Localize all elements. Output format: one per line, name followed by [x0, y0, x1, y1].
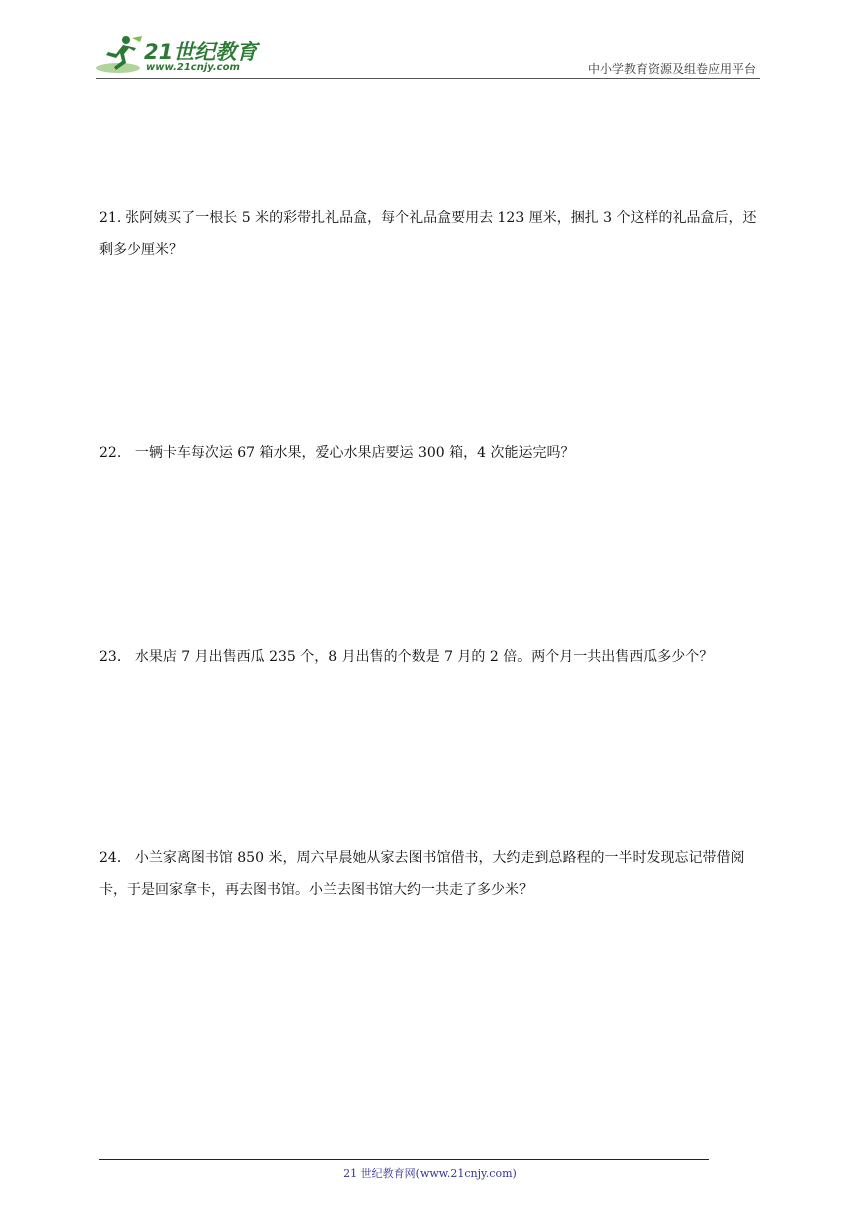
- site-logo[interactable]: [96, 34, 256, 76]
- logo-url: www.21cnjy.com: [146, 62, 240, 73]
- page-header: [0, 0, 860, 82]
- question-number: 22．: [99, 445, 131, 461]
- question-23: [99, 641, 763, 673]
- question-22: [99, 437, 763, 469]
- question-number: 23．: [99, 649, 131, 665]
- header-divider: [96, 78, 760, 79]
- question-24: [99, 842, 763, 906]
- question-21: [99, 202, 763, 266]
- footer-link[interactable]: 21 世纪教育网(www.21cnjy.com): [343, 1167, 517, 1180]
- running-figure-icon: [96, 34, 144, 76]
- footer-divider: [99, 1159, 709, 1160]
- question-number: 21.: [99, 210, 122, 226]
- header-tagline: 中小学教育资源及组卷应用平台: [587, 62, 756, 76]
- question-text: 张阿姨买了一根长 5 米的彩带扎礼品盒，每个礼品盒要用去 123 厘米，捆扎 3 个这样的礼品盒后，还剩多少厘米？: [99, 210, 757, 258]
- logo-wordmark: 21世纪教育: [144, 40, 258, 64]
- question-number: 24．: [99, 850, 131, 866]
- question-text: 小兰家离图书馆 850 米，周六早晨她从家去图书馆借书，大约走到总路程的一半时发现忘记带借阅卡，于是回家拿卡，再去图书馆。小兰去图书馆大约一共走了多少米？: [99, 850, 745, 898]
- question-text: 水果店 7 月出售西瓜 235 个，8 月出售的个数是 7 月的 2 倍。两个月一共出售西瓜多少个？: [134, 649, 714, 665]
- question-text: 一辆卡车每次运 67 箱水果，爱心水果店要运 300 箱，4 次能运完吗？: [134, 445, 575, 461]
